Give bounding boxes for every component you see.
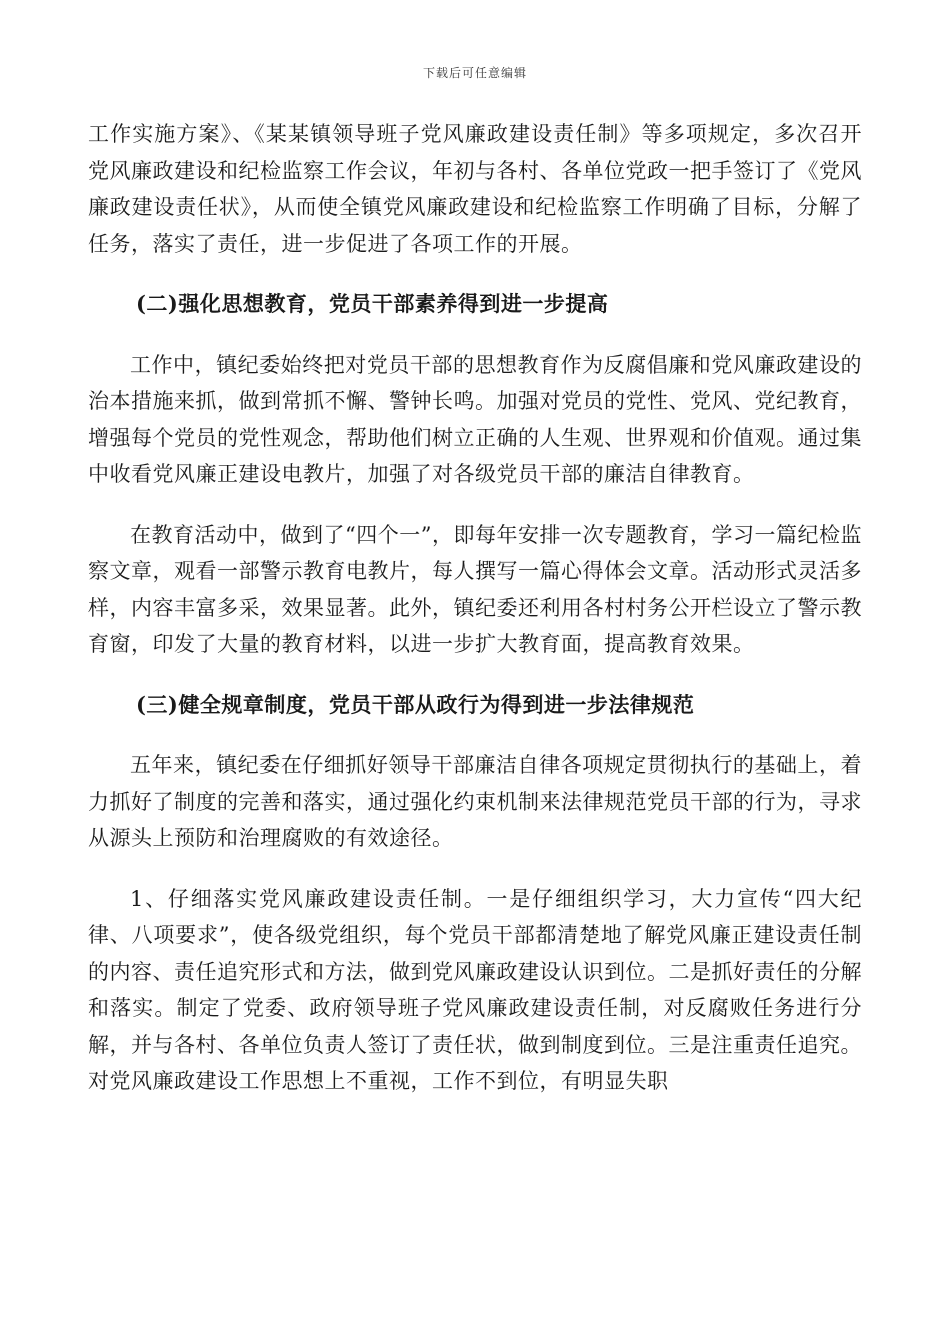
paragraph-4: 五年来，镇纪委在仔细抓好领导干部廉洁自律各项规定贯彻执行的基础上，着力抓好了制度的完善和落实，通过强化约束机制来法律规范党员干部的行为，寻求从源头上预防和治理腐败的有效途径。 <box>88 753 862 850</box>
paragraph-3: 在教育活动中，做到了“四个一”，即每年安排一次专题教育，学习一篇纪检监察文章，观看一部警示教育电教片，每人撰写一篇心得体会文章。活动形式灵活多样，内容丰富多采，效果显著。此外，镇纪委还利用各村村务公开栏设立了警示教育窗，印发了大量的教育材料，以进一步扩大教育面，提高教育效果。 <box>88 522 862 656</box>
page-header: 下载后可任意编辑 <box>422 66 527 80</box>
paragraph-2: 工作中，镇纪委始终把对党员干部的思想教育作为反腐倡廉和党风廉政建设的治本措施来抓，做到常抓不懈、警钟长鸣。加强对党员的党性、党风、党纪教育，增强每个党员的党性观念，帮助他们树立正确的人生观、世界观和价值观。通过集中收看党风廉正建设电教片，加强了对各级党员干部的廉洁自律教育。 <box>88 352 862 486</box>
document-body <box>88 116 862 1100</box>
paragraph-5: 1、仔细落实党风廉政建设责任制。一是仔细组织学习，大力宣传“四大纪律、八项要求”，使各级党组织，每个党员干部都清楚地了解党风廉正建设责任制的内容、责任追究形式和方法，做到党风廉政建设认识到位。二是抓好责任的分解和落实。制定了党委、政府领导班子党风廉政建设责任制，对反腐败任务进行分解，并与各村、各单位负责人签订了责任状，做到制度到位。三是注重责任追究。对党风廉政建设工作思想上不重视，工作不到位，有明显失职 <box>88 886 862 1093</box>
section-heading-3: (三)健全规章制度，党员干部从政行为得到进一步法律规范 <box>136 691 695 717</box>
paragraph-1: 工作实施方案》、《某某镇领导班子党风廉政建设责任制》等多项规定，多次召开党风廉政建设和纪检监察工作会议，年初与各村、各单位党政一把手签订了《党风廉政建设责任状》，从而使全镇党风廉政建设和纪检监察工作明确了目标，分解了任务，落实了责任，进一步促进了各项工作的开展。 <box>88 122 862 256</box>
section-heading-2: (二)强化思想教育，党员干部素养得到进一步提高 <box>136 291 609 316</box>
